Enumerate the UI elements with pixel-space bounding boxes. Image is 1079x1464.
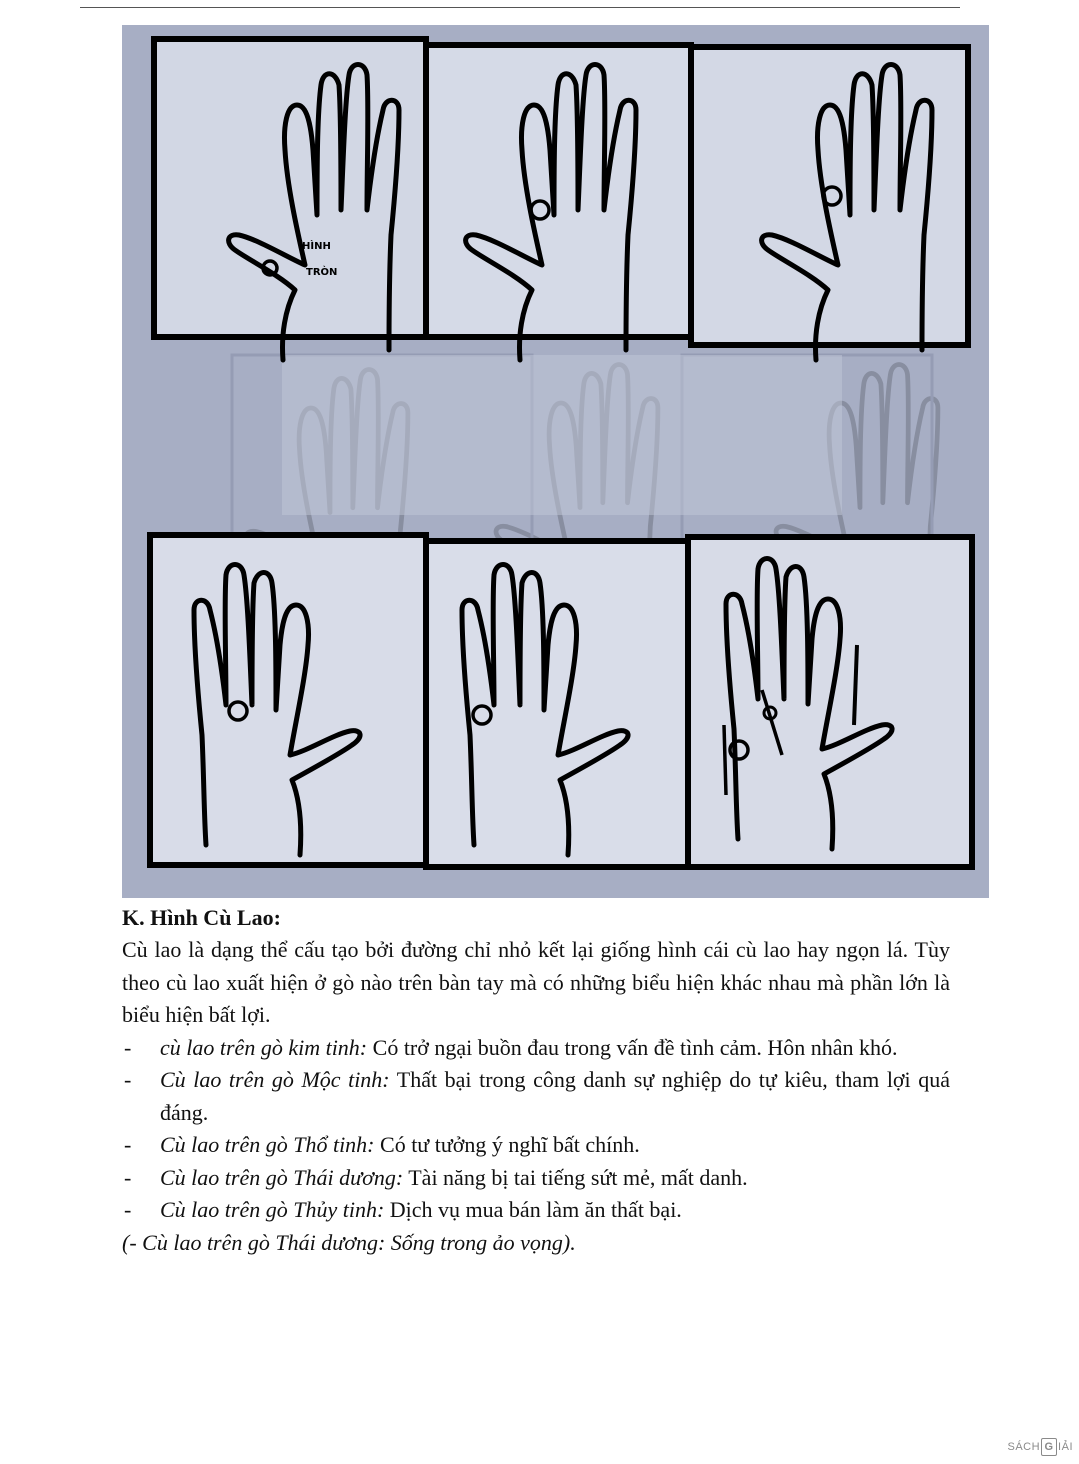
panel-4 — [150, 535, 426, 865]
item-text: Có tư tưởng ý nghĩ bất chính. — [374, 1132, 640, 1157]
panel-top-row — [154, 39, 968, 345]
section-intro: Cù lao là dạng thể cấu tạo bởi đường chỉ nhỏ kết lại giống hình cái cù lao hay ngọn lá. Tùy theo cù lao xuất hiện ở gò nào trên bàn tay mà có những biểu hiện khác nhau mà phần lớn là biểu hiện bất lợi. — [122, 937, 950, 1027]
palm-line — [724, 725, 726, 795]
list-item — [122, 1194, 950, 1227]
watermark-text: IẢI — [1058, 1441, 1073, 1453]
bullet-list — [122, 1032, 950, 1227]
watermark-logo — [1007, 1438, 1073, 1456]
bullet-dash: - — [124, 1067, 132, 1092]
item-text: Thất bại trong công danh sự nghiệp do tự kiêu, tham lợi quá đáng. — [160, 1067, 950, 1125]
bullet-dash: - — [124, 1034, 132, 1060]
top-rule — [80, 7, 960, 8]
bullet-dash: - — [124, 1197, 132, 1222]
palmistry-figure — [122, 25, 989, 898]
item-term: Cù lao trên gò Thủy tinh: — [160, 1197, 385, 1222]
item-text: Có trở ngại buồn đau trong vấn đề tình cảm. Hôn nhân khó. — [367, 1034, 898, 1060]
item-text: Dịch vụ mua bán làm ăn thất bại. — [384, 1197, 682, 1222]
section-text — [122, 902, 950, 1259]
list-item — [122, 1162, 950, 1195]
panel-label-line1: HÌNH — [302, 241, 331, 252]
section-note: (- Cù lao trên gò Thái dương: Sống trong ảo vọng). — [122, 1229, 576, 1255]
section-heading: K. Hình Cù Lao: — [122, 905, 281, 930]
item-term: Cù lao trên gò Thái dương: — [160, 1164, 404, 1190]
list-item — [122, 1129, 950, 1162]
item-term: Cù lao trên gò Thổ tinh: — [160, 1132, 375, 1157]
bullet-dash: - — [124, 1132, 132, 1157]
background-patch — [282, 355, 842, 515]
bullet-dash: - — [124, 1164, 132, 1190]
watermark-text: SÁCH — [1007, 1441, 1041, 1453]
panel-label-line2: TRÒN — [306, 267, 338, 278]
item-text: Tài năng bị tai tiếng sứt mẻ, mất danh. — [403, 1164, 748, 1190]
item-term: cù lao trên gò kim tinh: — [160, 1034, 368, 1060]
list-item — [122, 1064, 950, 1129]
watermark-g-icon: G — [1041, 1438, 1057, 1456]
list-item — [122, 1032, 950, 1065]
item-term: Cù lao trên gò Mộc tinh: — [160, 1067, 390, 1092]
